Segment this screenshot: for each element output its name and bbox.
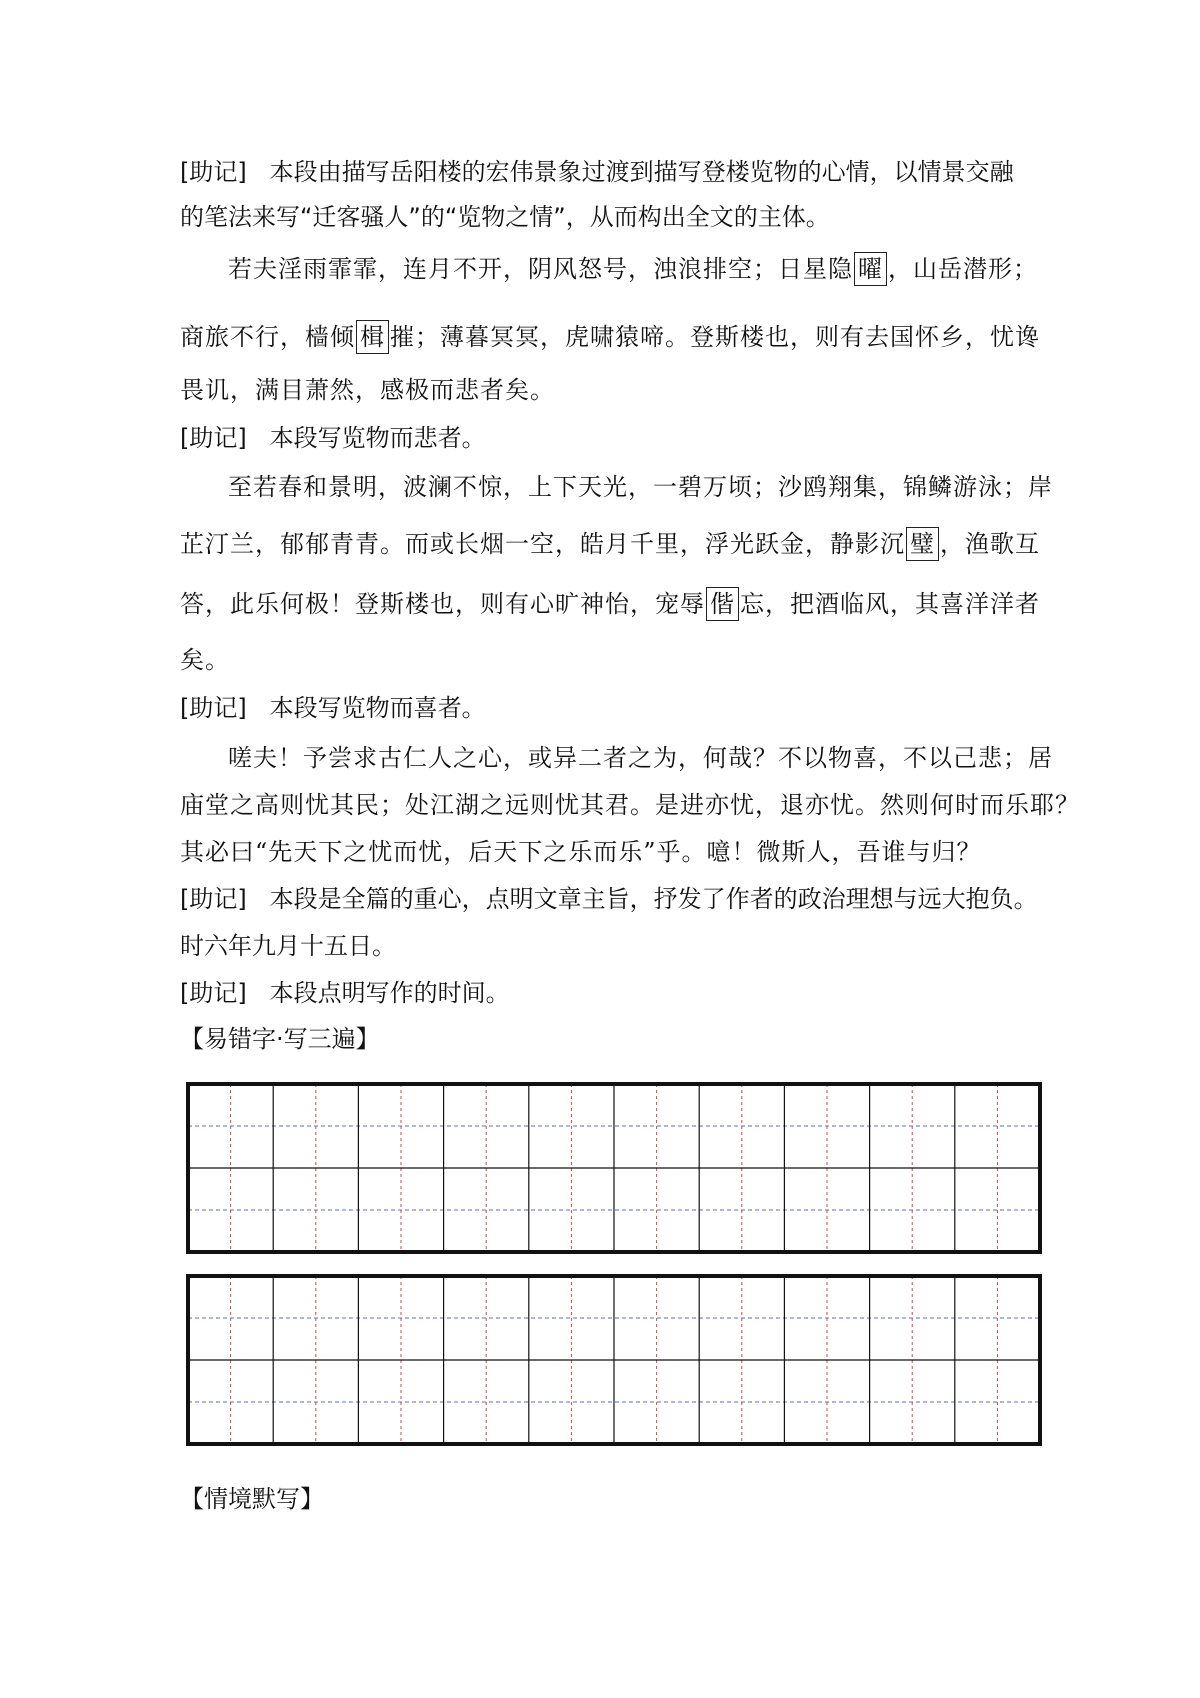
tian-grid-svg[interactable] [186,1082,1042,1254]
classical-text-line: 时六年九月十五日。 [180,932,396,960]
note-paragraph-4 [180,882,1040,916]
classical-text-line: 至若春和景明，波澜不惊，上下天光，一碧万顷；沙鸥翔集，锦鳞游泳；岸 [228,473,1053,501]
classical-text-line [180,320,1040,354]
classical-text-line [180,587,1040,621]
boxed-character: 楫 [356,320,389,354]
practice-grid-2[interactable] [186,1274,1042,1446]
classical-text-line: 畏讥，满目萧然，感极而悲者矣。 [180,376,555,404]
note-paragraph-3 [180,691,1040,725]
note-text-line: 的笔法来写“迁客骚人”的“览物之情”，从而构出全文的主体。 [180,203,830,231]
boxed-character: 曜 [854,252,887,286]
boxed-character: 璧 [906,527,939,561]
tian-grid-svg[interactable] [186,1274,1042,1446]
practice-grid-1[interactable] [186,1082,1042,1254]
note-text: 本段由描写岳阳楼的宏伟景象过渡到描写登楼览物的心情，以情景交融 [269,158,1014,186]
text-segment: ，山岳潜形； [888,255,1038,283]
section-title-dictation: 【情境默写】 [180,1485,324,1513]
text-segment: 若夫淫雨霏霏，连月不开，阴风怒号，浊浪排空；日星隐 [228,255,853,283]
note-text: 本段写览物而悲者。 [269,424,486,452]
classical-text-line [228,252,1040,286]
note-paragraph-1 [180,155,1040,189]
note-text: 本段是全篇的重心，点明文章主旨，抒发了作者的政治理想与远大抱负。 [269,885,1038,913]
note-paragraph-5 [180,976,1040,1010]
note-paragraph-2 [180,421,1040,455]
note-tag: [助记] [180,694,247,722]
classical-text-line: 庙堂之高则忧其民；处江湖之远则忧其君。是进亦忧，退亦忧。然则何时而乐耶？ [180,791,1080,819]
note-tag: [助记] [180,885,247,913]
text-segment: 摧；薄暮冥冥，虎啸猿啼。登斯楼也，则有去国怀乡，忧谗 [390,323,1040,351]
note-tag: [助记] [180,424,247,452]
note-text: 本段点明写作的时间。 [269,979,510,1007]
classical-text-line: 其必曰“先天下之忧而忧，后天下之乐而乐”乎。噫！微斯人，吾谁与归？ [180,838,982,866]
note-text: 本段写览物而喜者。 [269,694,486,722]
classical-text-line [180,527,1040,561]
note-tag: [助记] [180,979,247,1007]
classical-text-line: 矣。 [180,646,230,674]
text-segment: 芷汀兰，郁郁青青。而或长烟一空，皓月千里，浮光跃金，静影沉 [180,530,905,558]
boxed-character: 偕 [706,587,739,621]
text-segment: 忘，把酒临风，其喜洋洋者 [740,590,1040,618]
text-segment: 答，此乐何极！登斯楼也，则有心旷神怡，宠辱 [180,590,705,618]
section-title-misspelled-words: 【易错字·写三遍】 [180,1025,380,1053]
classical-text-line: 嗟夫！予尝求古仁人之心，或异二者之为，何哉？不以物喜，不以己悲；居 [228,744,1053,772]
note-tag: [助记] [180,158,247,186]
text-segment: ，渔歌互 [940,530,1040,558]
text-segment: 商旅不行，樯倾 [180,323,355,351]
